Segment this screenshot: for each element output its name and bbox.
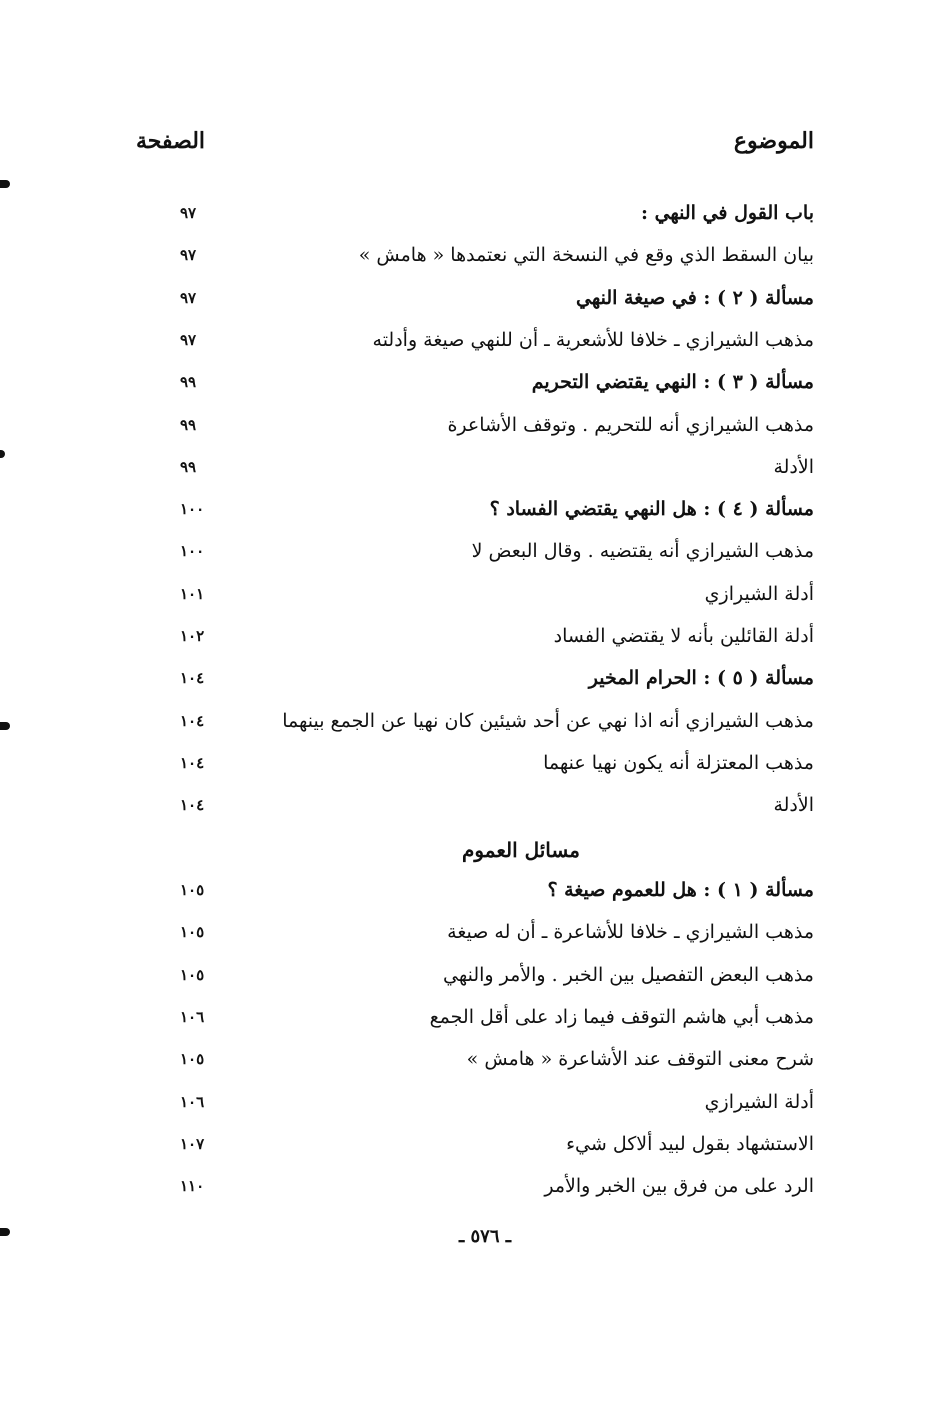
page-column-header: الصفحة [136,128,206,154]
toc-entry-page: ٩٩ [180,457,197,476]
toc-entry-title: مذهب البعض التفصيل بين الخبر . والأمر والنهي [443,963,814,986]
toc-entry-page: ٩٧ [180,330,197,349]
toc-entry-title: شرح معنى التوقف عند الأشاعرة « هامش » [466,1048,814,1071]
toc-entry [140,748,814,778]
toc-entry [140,452,814,482]
toc-entry [140,536,814,566]
toc-entry-title: مذهب الشيرازي ـ خلافا للأشاعرة ـ أن له صيغة [447,921,814,944]
toc-entry [140,917,814,947]
scan-edge-mark [0,722,10,730]
toc-entry-title: الرد على من فرق بين الخبر والأمر [544,1175,814,1198]
toc-entry-title: الاستشهاد بقول لبيد ألاكل شيء [566,1132,814,1155]
section-title: مسائل العموم [462,838,580,862]
toc-entry [140,960,814,990]
toc-entry-title: مذهب أبي هاشم التوقف فيما زاد على أقل الجمع [429,1005,814,1028]
toc-entry-page: ٩٧ [180,288,197,307]
toc-entry-page: ١٠٢ [180,627,205,645]
toc-entry-title: باب القول في النهي : [640,202,814,224]
toc-entry [140,875,814,905]
toc-entry-title: أدلة القائلين بأنه لا يقتضي الفساد [553,625,814,647]
toc-entry-page: ١٠٠ [180,542,205,561]
toc-entry [140,410,814,440]
toc-entry-title: مذهب الشيرازي أنه يقتضيه . وقال البعض لا [471,540,814,563]
toc-entry [140,1129,814,1159]
toc-entry-title: مسألة ( ٢ ) : في صيغة النهي [576,286,814,309]
toc-entry [140,579,814,609]
toc-entry [140,367,814,397]
toc-entry [140,790,814,820]
toc-entry-page: ١٠٥ [180,965,205,984]
toc-entry-page: ١٠٧ [180,1134,205,1153]
toc-entry [140,1044,814,1074]
page-number: ـ ٥٧٦ ـ [458,1226,512,1247]
toc-entry [140,621,814,651]
toc-entry-page: ١٠٤ [180,796,205,815]
toc-entry-title: مسألة ( ٥ ) : الحرام المخير [588,667,814,690]
toc-entry [140,1002,814,1032]
toc-entry-page: ٩٧ [180,204,197,222]
toc-entry-title: الأدلة [773,455,814,478]
toc-entry-page: ١٠٥ [180,1050,205,1069]
toc-entry-title: أدلة الشيرازي [704,1090,814,1113]
scan-edge-mark [0,180,10,188]
toc-entry [140,198,814,228]
toc-entry [140,706,814,736]
toc-entry-title: مسألة ( ٤ ) : هل النهي يقتضي الفساد ؟ [489,498,814,521]
toc-entry-page: ١٠٤ [180,669,205,688]
toc-entry-title: مذهب الشيرازي ـ خلافا للأشعرية ـ أن للنهي صيغة وأدلته [372,328,814,351]
toc-entry [140,325,814,355]
toc-entry [140,1087,814,1117]
toc-entry-title: مسألة ( ٣ ) : النهي يقتضي التحريم [531,371,814,394]
toc-entry-page: ١٠٤ [180,753,205,772]
scan-edge-mark [0,450,5,458]
toc-entry-title: الأدلة [773,794,814,817]
scan-edge-mark [0,1228,10,1236]
toc-entry-title: بيان السقط الذي وقع في النسخة التي نعتمدها « هامش » [358,244,814,267]
toc-entry-page: ١١٠ [180,1177,205,1196]
toc-entry [140,1171,814,1201]
toc-entry-page: ١٠٤ [180,711,205,730]
toc-entry-page: ٩٩ [180,415,197,434]
toc-entry-page: ٩٧ [180,246,197,265]
toc-entry-title: مذهب المعتزلة أنه يكون نهيا عنهما [543,751,814,774]
toc-entry-page: ١٠٦ [180,1092,205,1111]
toc-entry-title: أدلة الشيرازي [704,582,814,605]
toc-entry-page: ١٠٦ [180,1007,205,1026]
topic-column-header: الموضوع [733,128,814,154]
toc-entry [140,494,814,524]
toc-entry-page: ١٠٥ [180,923,205,942]
toc-entry [140,283,814,313]
toc-entry-title: مذهب الشيرازي أنه للتحريم . وتوقف الأشاعرة [447,413,814,436]
toc-entry-page: ١٠٠ [180,500,205,519]
toc-entry [140,663,814,693]
toc-entry-page: ١٠١ [180,584,205,603]
toc-entry [140,240,814,270]
toc-entry-title: مذهب الشيرازي أنه اذا نهي عن أحد شيئين كان نهيا عن الجمع بينهما [282,709,814,732]
toc-entry-title: مسألة ( ١ ) : هل للعموم صيغة ؟ [547,879,814,901]
toc-entry-page: ٩٩ [180,373,197,392]
toc-entry-page: ١٠٥ [180,881,205,899]
section-heading [0,838,938,862]
page-number-footer [0,1226,938,1247]
